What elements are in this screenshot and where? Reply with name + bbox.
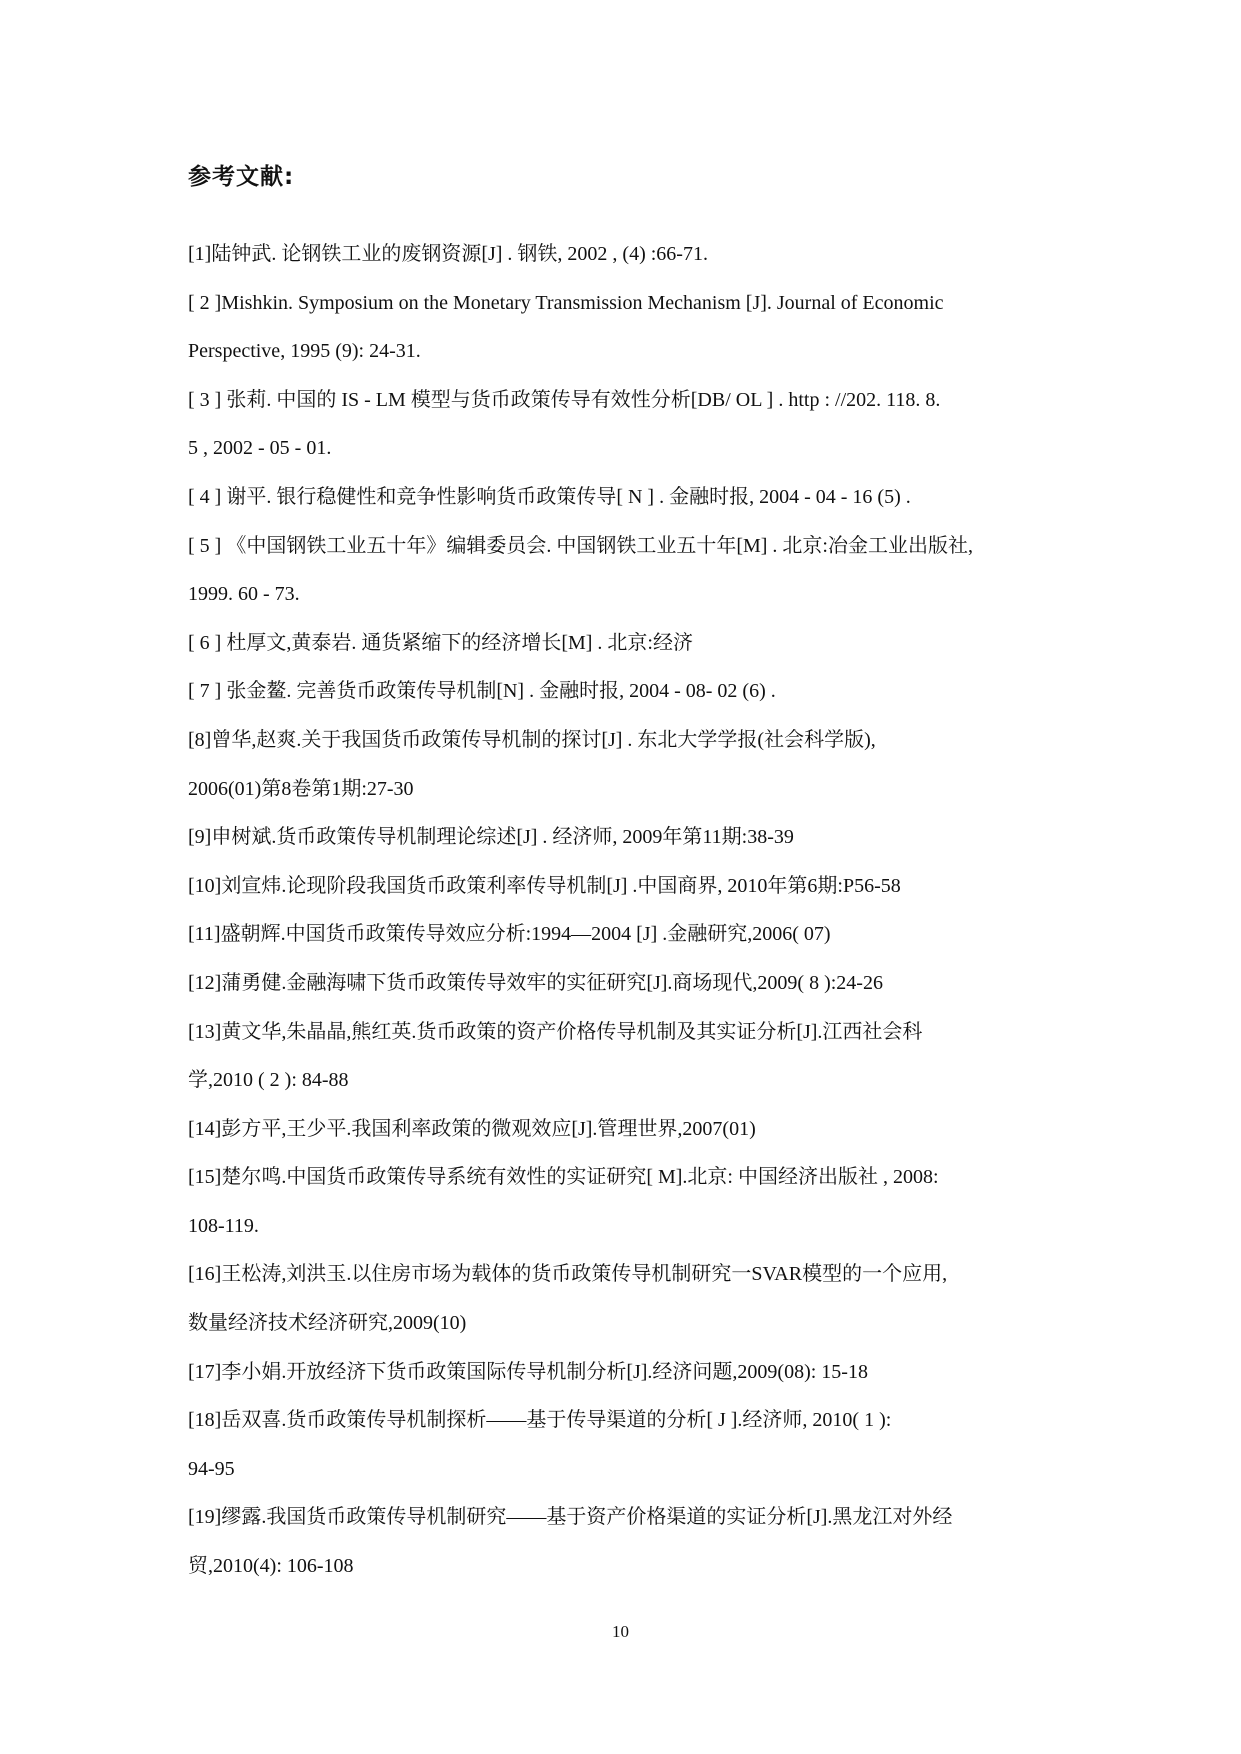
- reference-line: [10]刘宣炜.论现阶段我国货币政策利率传导机制[J] .中国商界, 2010年第6期:P56-58: [188, 874, 901, 897]
- reference-line: [12]蒲勇健.金融海啸下货币政策传导效牢的实征研究[J].商场现代,2009( 8 ):24-26: [188, 971, 883, 994]
- reference-line: [16]王松涛,刘洪玉.以住房市场为载体的货币政策传导机制研究一SVAR模型的一个应用,: [188, 1263, 948, 1286]
- reference-list: [188, 230, 1068, 1591]
- reference-line: 贸,2010(4): 106-108: [188, 1555, 354, 1578]
- reference-line: [ 3 ] 张莉. 中国的 IS - LM 模型与货币政策传导有效性分析[DB/ OL ] . http : //202. 118. 8.: [188, 388, 941, 411]
- reference-line: [13]黄文华,朱晶晶,熊红英.货币政策的资产价格传导机制及其实证分析[J].江西社会科: [188, 1020, 923, 1043]
- reference-line: 108-119.: [188, 1214, 259, 1237]
- reference-line: 94-95: [188, 1457, 235, 1480]
- reference-line: [9]申树斌.货币政策传导机制理论综述[J] . 经济师, 2009年第11期:38-39: [188, 826, 794, 849]
- reference-line: [19]缪露.我国货币政策传导机制研究——基于资产价格渠道的实证分析[J].黑龙江对外经: [188, 1506, 953, 1529]
- page-number: 10: [612, 1622, 629, 1641]
- reference-line: [18]岳双喜.货币政策传导机制探析——基于传导渠道的分析[ J ].经济师, 2010( 1 ):: [188, 1409, 892, 1432]
- reference-line: 数量经济技术经济研究,2009(10): [188, 1312, 467, 1335]
- reference-line: [ 5 ] 《中国钢铁工业五十年》编辑委员会. 中国钢铁工业五十年[M] . 北京:冶金工业出版社,: [188, 534, 973, 557]
- reference-line: [14]彭方平,王少平.我国利率政策的微观效应[J].管理世界,2007(01): [188, 1117, 756, 1140]
- reference-line: 1999. 60 - 73.: [188, 583, 300, 606]
- reference-line: 学,2010 ( 2 ): 84-88: [188, 1069, 349, 1092]
- reference-line: [ 7 ] 张金鳌. 完善货币政策传导机制[N] . 金融时报, 2004 - 08- 02 (6) .: [188, 680, 776, 703]
- reference-line: [ 2 ]Mishkin. Symposium on the Monetary Transmission Mechanism [J]. Journal of Economic: [188, 291, 944, 314]
- reference-line: [ 4 ] 谢平. 银行稳健性和竞争性影响货币政策传导[ N ] . 金融时报, 2004 - 04 - 16 (5) .: [188, 485, 911, 508]
- reference-line: 2006(01)第8卷第1期:27-30: [188, 777, 414, 800]
- reference-line: [ 6 ] 杜厚文,黄泰岩. 通货紧缩下的经济增长[M] . 北京:经济: [188, 631, 693, 654]
- reference-line: 5 , 2002 - 05 - 01.: [188, 437, 332, 460]
- reference-line: [11]盛朝辉.中国货币政策传导效应分析:1994—2004 [J] .金融研究,2006( 07): [188, 923, 831, 946]
- reference-line: Perspective, 1995 (9): 24-31.: [188, 340, 421, 363]
- reference-line: [1]陆钟武. 论钢铁工业的废钢资源[J] . 钢铁, 2002 , (4) :66-71.: [188, 243, 708, 265]
- reference-line: [8]曾华,赵爽.关于我国货币政策传导机制的探讨[J] . 东北大学学报(社会科学版),: [188, 728, 876, 751]
- references-heading: 参考文献:: [188, 164, 295, 190]
- reference-line: [15]楚尔鸣.中国货币政策传导系统有效性的实证研究[ M].北京: 中国经济出版社 , 2008:: [188, 1166, 939, 1189]
- reference-line: [17]李小娟.开放经济下货币政策国际传导机制分析[J].经济问题,2009(08): 15-18: [188, 1360, 868, 1383]
